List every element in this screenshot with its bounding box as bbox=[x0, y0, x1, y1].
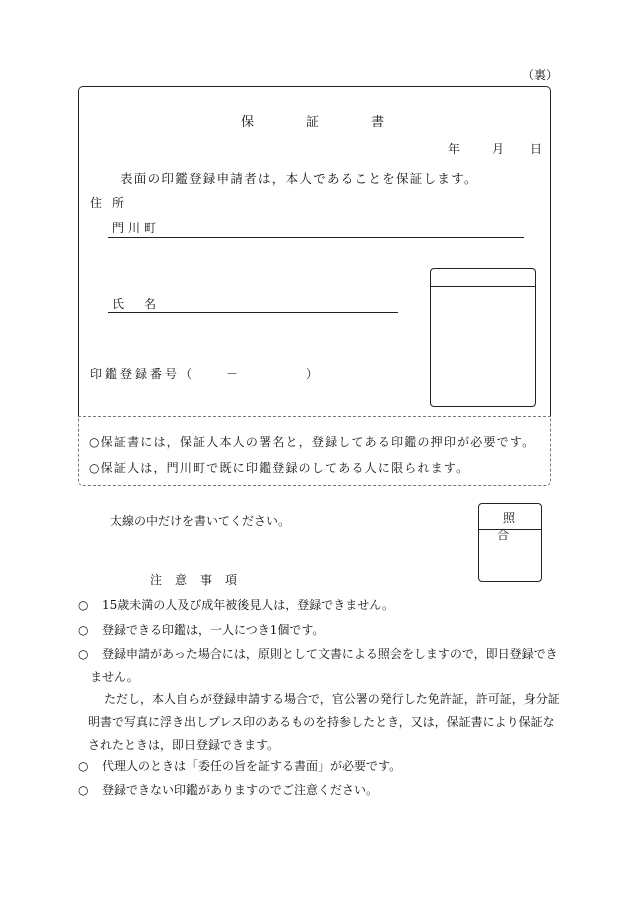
circle-bullet-icon: ○ bbox=[78, 647, 89, 661]
name-label: 氏名 bbox=[112, 297, 177, 311]
seal-box-header-line bbox=[431, 286, 535, 287]
notice-paragraph-line: ただし，本人自らが登録申請する場合で，官公署の発行した免許証，許可証，身分証 bbox=[104, 692, 560, 706]
address-label: 住所 bbox=[90, 196, 135, 210]
date-day-label: 日 bbox=[530, 142, 543, 156]
notice-paragraph-line: されたときは，即日登録できます。 bbox=[88, 738, 280, 752]
registration-number-close: ） bbox=[306, 367, 319, 381]
registration-number-label: 印鑑登録番号（ bbox=[90, 367, 196, 381]
circle-bullet-icon: ○ bbox=[78, 623, 89, 637]
circle-bullet-icon: ○ bbox=[78, 759, 89, 773]
verification-divider bbox=[479, 529, 541, 530]
notice-paragraph-line: 明書で写真に浮き出しプレス印のあるものを持参したとき，又は，保証書により保証な bbox=[88, 715, 555, 729]
notice-item bbox=[78, 645, 558, 662]
notice-item-text: 登録申請があった場合には，原則として文書による照会をしますので，即日登録でき bbox=[102, 647, 558, 661]
notice-item-text: 登録できる印鑑は，一人につき1個です。 bbox=[102, 623, 325, 637]
notice-item bbox=[78, 621, 324, 638]
instruction-text: 太線の中だけを書いてください。 bbox=[110, 514, 291, 528]
name-field[interactable] bbox=[108, 312, 398, 313]
notice-item bbox=[78, 757, 401, 774]
circle-bullet-icon: ○ bbox=[78, 598, 89, 612]
seal-box[interactable] bbox=[430, 268, 536, 407]
note-item: ○保証書には，保証人本人の署名と，登録してある印鑑の押印が必要です。 bbox=[89, 435, 536, 449]
form-title: 保証書 bbox=[241, 115, 437, 130]
note-item: ○保証人は，門川町で既に印鑑登録のしてある人に限られます。 bbox=[89, 461, 470, 475]
verification-box bbox=[478, 503, 542, 582]
verification-label: 照合 bbox=[496, 511, 529, 542]
address-field[interactable]: 門川町 bbox=[112, 221, 161, 235]
guarantee-statement: 表面の印鑑登録申請者は，本人であることを保証します。 bbox=[120, 171, 478, 186]
circle-bullet-icon: ○ bbox=[78, 783, 89, 797]
notice-title: 注意事項 bbox=[150, 573, 251, 587]
notice-item-text: 登録できない印鑑がありますのでご注意ください。 bbox=[102, 783, 379, 797]
registration-number-dash: － bbox=[226, 367, 239, 381]
page-side-label: （裏） bbox=[522, 68, 559, 82]
address-underline bbox=[108, 237, 524, 238]
notice-item bbox=[78, 781, 378, 798]
notice-item-continuation: ません。 bbox=[90, 670, 139, 684]
notice-item-text: 代理人のときは「委任の旨を証する書面」が必要です。 bbox=[102, 759, 402, 773]
date-year-label: 年 bbox=[448, 142, 461, 156]
notice-item bbox=[78, 596, 394, 613]
date-row bbox=[448, 140, 542, 157]
notice-item-text: 15歳未満の人及び成年被後見人は，登録できません。 bbox=[102, 598, 394, 612]
date-month-label: 月 bbox=[492, 142, 505, 156]
